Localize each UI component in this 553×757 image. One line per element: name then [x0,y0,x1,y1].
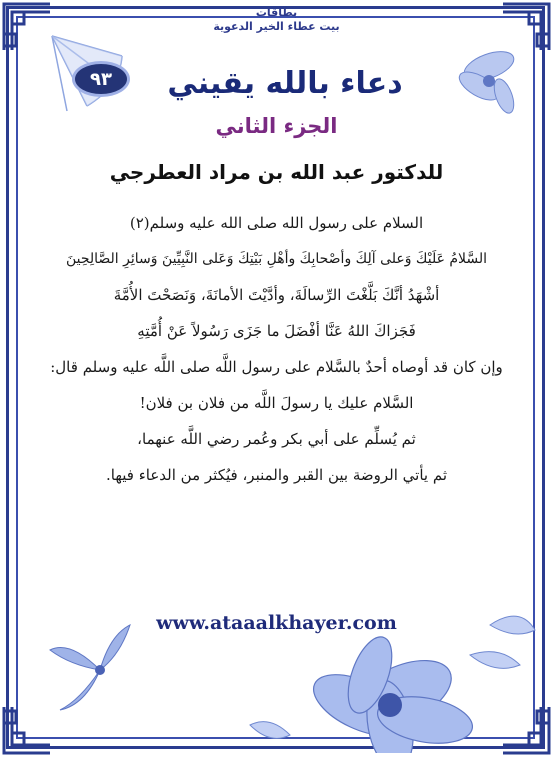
page-title: دعاء بالله يقيني [167,66,403,101]
body-text [30,205,523,493]
body-line: ثم يأتي الروضة بين القبر والمنبر، فيُكثر من الدعاء فيها. [106,466,447,484]
author-line: للدكتور عبد الله بن مراد العطرجي [109,160,444,184]
body-line: السلام على رسول الله صلى الله عليه وسلم(٢) [129,214,424,232]
flower-decoration-icon [230,585,548,753]
body-line: السَّلامُ عَلَيْكَ وَعلى آلِكَ وأصْحابِكَ وأهْلِ بَيْتِكَ وَعَلى النَّبِيِّينَ وَسائِرِ الصَّالِحِينَ [65,251,488,267]
website-url: www.ataaalkhayer.com [156,612,397,634]
header-line-1: بطاقات [255,6,298,19]
page-subtitle: الجزء الثاني [215,114,338,138]
body-line: ثم يُسلِّم على أبي بكر وعُمر رضي اللَّه عنهما، [137,430,416,448]
body-line: أشْهَدُ أنَّكَ بَلَّغْتَ الرِّسالَةَ، وأدَّيْتَ الأمانَةَ، وَنَصَحْتَ الأُمَّةَ [113,286,440,304]
header-line-2: بيت عطاء الخير الدعوية [213,20,340,33]
body-line: السَّلام عليك يا رسولَ اللَّه من فلان بن فلان! [139,394,414,412]
body-line: فَجَزاكَ اللهُ عَنَّا أفْضَلَ ما جَزَى رَسُولاً عَنْ أُمَّتِهِ [137,322,416,340]
body-line: وإن كان قد أوصاه أحدٌ بالسَّلام على رسول اللَّه صلى اللَّه عليه وسلم قال: [50,358,503,376]
card-number-badge: ٩٣ [72,61,130,97]
